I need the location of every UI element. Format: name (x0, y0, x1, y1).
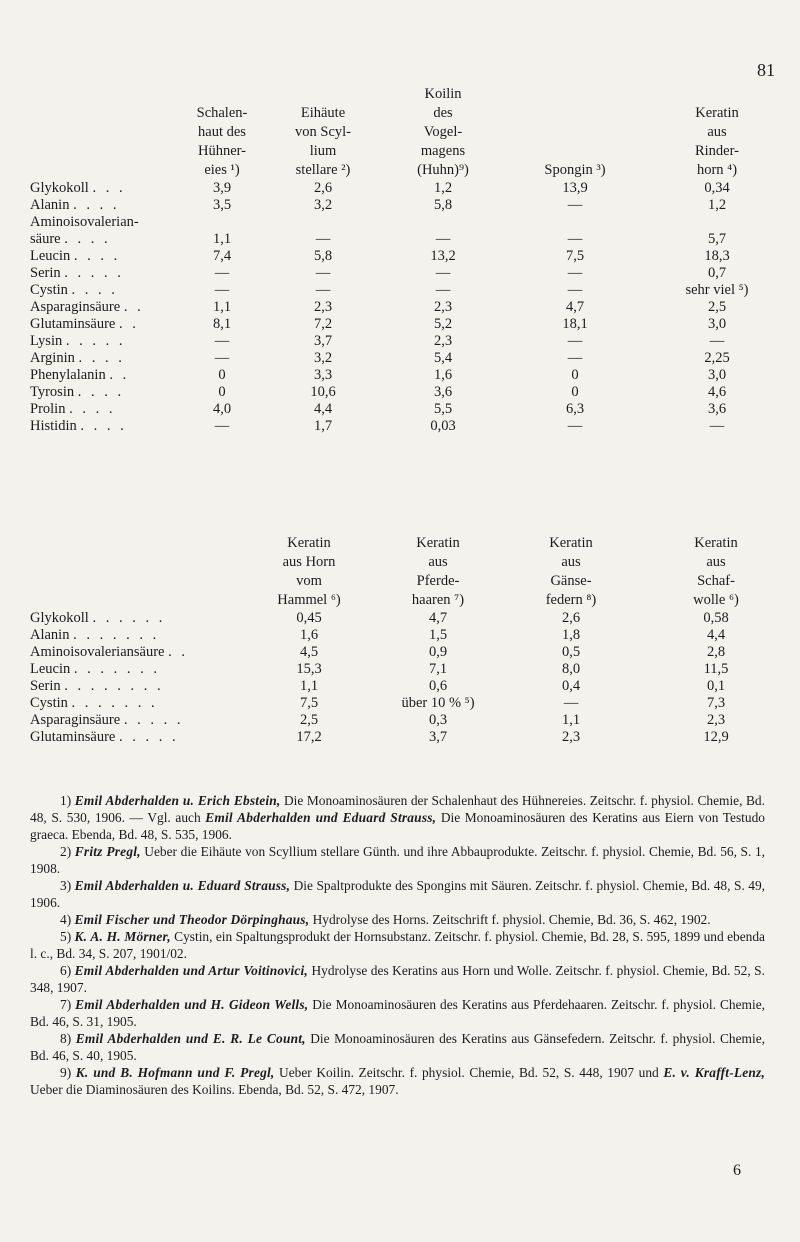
footnote (30, 1030, 765, 1064)
amino-acid-table-1 (30, 10, 792, 435)
table-row (30, 180, 792, 197)
value-cell: 0,3 (428, 712, 448, 728)
amino-acid-cell (30, 248, 176, 265)
value-cell: 17,2 (296, 729, 322, 745)
table-row (30, 401, 792, 418)
value-cell: — (214, 418, 230, 434)
footnote-number: 1) (60, 793, 72, 808)
amino-acid-cell (30, 180, 176, 197)
footnote (30, 792, 765, 843)
amino-acid-name: Glutaminsäure (30, 729, 116, 745)
amino-acid-cell (30, 367, 176, 384)
amino-acid-name: Asparaginsäure (30, 712, 121, 728)
leader-dots: . . (109, 367, 130, 383)
value-cell: 5,8 (433, 197, 453, 213)
footnote (30, 877, 765, 911)
value-cell: 1,2 (707, 197, 727, 213)
table-row (30, 231, 792, 248)
value-cell: — (567, 333, 583, 349)
value-cell: 2,3 (433, 299, 453, 315)
amino-acid-name: Glykokoll (30, 610, 89, 626)
footnote-text: Ueber die Eihäute von Scyllium stellare Günth. und ihre Abbauprodukte. Zeitschr. f. physiol. Chemie, Bd. 56, S. 1, 1908. (30, 844, 765, 876)
column-header-blank (30, 530, 244, 610)
footnote-number: 8) (60, 1031, 72, 1046)
table-row (30, 418, 792, 435)
table-row (30, 265, 792, 282)
value-cell: — (709, 418, 725, 434)
value-cell: 4,6 (707, 384, 727, 400)
value-cell: — (315, 265, 331, 281)
table-row (30, 712, 792, 729)
column-header: Keratin aus Schaf- wolle ⁶) (693, 535, 739, 608)
value-cell: — (709, 333, 725, 349)
leader-dots: . . . . . (119, 729, 179, 745)
footnote-authors: Emil Abderhalden und Artur Voitinovici, (74, 963, 308, 978)
footnote (30, 911, 765, 928)
footnote-number: 4) (60, 912, 72, 927)
table-row (30, 384, 792, 401)
value-cell: 5,5 (433, 401, 453, 417)
footnote-authors: Emil Abderhalden u. Erich Ebstein, (74, 793, 281, 808)
value-cell: 2,3 (706, 712, 726, 728)
value-cell: — (214, 282, 230, 298)
leader-dots: . . . . . . . (73, 661, 161, 677)
footnote-number: 6) (60, 963, 72, 978)
table-row (30, 729, 792, 746)
value-cell: 7,5 (299, 695, 319, 711)
value-cell: 2,25 (704, 350, 730, 366)
value-cell: 0 (571, 384, 579, 400)
leader-dots: . . . . (80, 418, 127, 434)
column-header: Koilin des Vogel- magens (Huhn)⁹) (417, 86, 469, 178)
value-cell: — (214, 333, 230, 349)
value-cell: 3,7 (428, 729, 448, 745)
value-cell: 1,6 (299, 627, 319, 643)
footnote-text: Cystin, ein Spaltungsprodukt der Hornsubstanz. Zeitschr. f. physiol. Chemie, Bd. 28, S. 595, 1899 und ebenda l. c., Bd. 34, S. 207, 1901/02. (30, 929, 765, 961)
value-cell: — (315, 231, 331, 247)
amino-acid-cell (30, 214, 176, 231)
value-cell: 4,4 (313, 401, 333, 417)
value-cell: — (563, 695, 579, 711)
value-cell: 4,0 (212, 401, 232, 417)
leader-dots: . . . . . (64, 265, 124, 281)
table-row (30, 367, 792, 384)
value-cell: — (315, 282, 331, 298)
value-cell: 1,2 (433, 180, 453, 196)
amino-acid-name: Aminoisovaleriansäure (30, 644, 165, 660)
footnote (30, 996, 765, 1030)
amino-acid-cell (30, 231, 176, 248)
value-cell: 6,3 (565, 401, 585, 417)
value-cell: 2,6 (313, 180, 333, 196)
footnote-text: Die Monoaminosäuren der Schalenhaut des Hühnereies. Zeitschr. f. physiol. Chemie, Bd. 48, S. 530, 1906. — Vgl. auch (30, 793, 765, 825)
column-header-blank (30, 10, 176, 180)
amino-acid-cell (30, 197, 176, 214)
value-cell: über 10 % ⁵) (401, 695, 475, 711)
value-cell (268, 214, 378, 231)
value-cell: 5,7 (707, 231, 727, 247)
table-row (30, 333, 792, 350)
value-cell: 4,4 (706, 627, 726, 643)
value-cell: 13,2 (430, 248, 456, 264)
leader-dots: . . . . . . (92, 610, 166, 626)
value-cell: 0,4 (561, 678, 581, 694)
table-row (30, 678, 792, 695)
value-cell: — (567, 418, 583, 434)
value-cell: 3,0 (707, 316, 727, 332)
value-cell: 4,7 (565, 299, 585, 315)
value-cell (642, 214, 792, 231)
amino-acid-name: Serin (30, 678, 61, 694)
value-cell: 0,03 (430, 418, 456, 434)
value-cell: 2,3 (313, 299, 333, 315)
table-row (30, 197, 792, 214)
amino-acid-table-2 (30, 530, 792, 746)
amino-acid-cell (30, 678, 244, 695)
value-cell: — (567, 282, 583, 298)
value-cell (508, 214, 642, 231)
leader-dots: . . . . (78, 350, 125, 366)
value-cell: 0,58 (703, 610, 729, 626)
value-cell: 3,2 (313, 197, 333, 213)
footnote-authors: Emil Abderhalden und E. R. Le Count, (75, 1031, 306, 1046)
amino-acid-cell (30, 384, 176, 401)
footnote-authors: Fritz Pregl, (74, 844, 141, 859)
amino-acid-name: Histidin (30, 418, 77, 434)
amino-acid-cell (30, 729, 244, 746)
value-cell: 0 (218, 384, 226, 400)
value-cell: 3,0 (707, 367, 727, 383)
amino-acid-name: Leucin (30, 661, 71, 677)
leader-dots: . . . . (69, 401, 116, 417)
amino-acid-name: Aminoisovalerian- (30, 214, 139, 230)
value-cell: 15,3 (296, 661, 322, 677)
footnote-text: Die Spaltprodukte des Spongins mit Säuren. Zeitschr. f. physiol. Chemie, Bd. 48, S. 49, 1906. (30, 878, 765, 910)
table-row (30, 248, 792, 265)
value-cell: 7,1 (428, 661, 448, 677)
value-cell: 12,9 (703, 729, 729, 745)
table-row (30, 610, 792, 627)
footnote-number: 7) (60, 997, 72, 1012)
leader-dots: . . . . . . . (71, 695, 158, 711)
table-body (30, 610, 792, 746)
amino-acid-name: Tyrosin (30, 384, 75, 400)
column-header: Keratin aus Horn vom Hammel ⁶) (277, 535, 341, 608)
leader-dots: . . . . . (65, 333, 126, 349)
value-cell: — (567, 350, 583, 366)
leader-dots: . . . . (64, 231, 111, 247)
value-cell: 5,8 (313, 248, 333, 264)
amino-acid-cell (30, 418, 176, 435)
leader-dots: . . . . (73, 248, 121, 264)
footnote-text: Hydrolyse des Horns. Zeitschrift f. physiol. Chemie, Bd. 36, S. 462, 1902. (309, 912, 711, 927)
footnote-authors: K. und B. Hofmann und F. Pregl, (75, 1065, 275, 1080)
value-cell: — (435, 265, 451, 281)
footnote (30, 843, 765, 877)
amino-acid-cell (30, 644, 244, 661)
column-header: Eihäute von Scyl- lium stellare ²) (295, 105, 351, 178)
amino-acid-cell (30, 695, 244, 712)
leader-dots: . . (119, 316, 139, 332)
footnote (30, 1064, 765, 1098)
value-cell: 1,1 (561, 712, 581, 728)
amino-acid-name: Phenylalanin (30, 367, 106, 383)
footnote-authors: Emil Abderhalden und H. Gideon Wells, (75, 997, 309, 1012)
footnote (30, 962, 765, 996)
value-cell: 0,45 (296, 610, 322, 626)
value-cell: 3,5 (212, 197, 232, 213)
leader-dots: . . . . (77, 384, 125, 400)
value-cell: 0 (571, 367, 579, 383)
value-cell: 7,5 (565, 248, 585, 264)
leader-dots: . . . . . (123, 712, 184, 728)
value-cell: 4,7 (428, 610, 448, 626)
value-cell: 7,4 (212, 248, 232, 264)
amino-acid-cell (30, 661, 244, 678)
value-cell: 1,6 (433, 367, 453, 383)
sheet-signature-mark: 6 (733, 1162, 741, 1179)
leader-dots: . . . . . . . . (64, 678, 164, 694)
amino-acid-name: Prolin (30, 401, 66, 417)
table-row (30, 214, 792, 231)
table-body (30, 180, 792, 435)
table-header-row (30, 530, 792, 610)
footnote-number: 5) (60, 929, 72, 944)
value-cell: 1,1 (212, 231, 232, 247)
column-header: Keratin aus Gänse- federn ⁸) (545, 535, 597, 608)
value-cell: — (214, 265, 230, 281)
value-cell: 1,5 (428, 627, 448, 643)
value-cell: 3,6 (433, 384, 453, 400)
value-cell: — (435, 282, 451, 298)
value-cell: 2,8 (706, 644, 726, 660)
leader-dots: . . (168, 644, 188, 660)
value-cell: 0,34 (704, 180, 730, 196)
footnote-text: Ueber die Diaminosäuren des Koilins. Ebenda, Bd. 52, S. 472, 1907. (30, 1082, 399, 1097)
column-header: Spongin ³) (544, 162, 606, 178)
value-cell: 5,2 (433, 316, 453, 332)
value-cell: 0,5 (561, 644, 581, 660)
footnote-authors: K. A. H. Mörner, (74, 929, 171, 944)
amino-acid-cell (30, 627, 244, 644)
value-cell: 0,1 (706, 678, 726, 694)
amino-acid-cell (30, 265, 176, 282)
value-cell: — (567, 265, 583, 281)
amino-acid-cell (30, 333, 176, 350)
footnote-text: Die Monoaminosäuren des Keratins aus Gänsefedern. Zeitschr. f. physiol. Chemie, Bd. 46, S. 40, 1905. (30, 1031, 765, 1063)
footnote-text: Hydrolyse des Keratins aus Horn und Wolle. Zeitschr. f. physiol. Chemie, Bd. 52, S. 348, 1907. (30, 963, 765, 995)
value-cell: 0,9 (428, 644, 448, 660)
amino-acid-cell (30, 282, 176, 299)
value-cell (176, 214, 268, 231)
value-cell: 8,0 (561, 661, 581, 677)
value-cell: — (435, 231, 451, 247)
table-row (30, 282, 792, 299)
amino-acid-cell (30, 350, 176, 367)
footnote-authors: Emil Fischer und Theodor Dörpinghaus, (74, 912, 310, 927)
value-cell: — (567, 197, 583, 213)
amino-acid-name: säure (30, 231, 61, 247)
value-cell: 2,3 (433, 333, 453, 349)
value-cell: 2,3 (561, 729, 581, 745)
amino-acid-cell (30, 316, 176, 333)
value-cell: 0 (218, 367, 226, 383)
footnote-text: Die Monoaminosäuren des Keratins aus Eiern von Testudo graeca. Ebenda, Bd. 48, S. 535, 1906. (30, 810, 765, 842)
amino-acid-name: Glutaminsäure (30, 316, 116, 332)
amino-acid-cell (30, 610, 244, 627)
value-cell: 18,3 (704, 248, 730, 264)
value-cell: 0,7 (707, 265, 727, 281)
page-number: 81 (757, 60, 775, 80)
value-cell: 13,9 (562, 180, 588, 196)
amino-acid-name: Glykokoll (30, 180, 89, 196)
amino-acid-name: Alanin (30, 627, 70, 643)
value-cell: 2,5 (707, 299, 727, 315)
footnote-text: Die Monoaminosäuren des Keratins aus Pferdehaaren. Zeitschr. f. physiol. Chemie, Bd. 46, S. 31, 1905. (30, 997, 765, 1029)
value-cell: 3,9 (212, 180, 232, 196)
table-header-row (30, 10, 792, 180)
footnote-number: 9) (60, 1065, 72, 1080)
value-cell: 8,1 (212, 316, 232, 332)
footnote (30, 928, 765, 962)
table-row (30, 299, 792, 316)
amino-acid-name: Leucin (30, 248, 71, 264)
value-cell: 1,7 (313, 418, 333, 434)
amino-acid-name: Cystin (30, 695, 68, 711)
table-row (30, 661, 792, 678)
value-cell: 4,5 (299, 644, 319, 660)
table-row (30, 316, 792, 333)
value-cell: 1,1 (299, 678, 319, 694)
leader-dots: . . (123, 299, 144, 315)
value-cell: 7,2 (313, 316, 333, 332)
leader-dots: . . . . (71, 282, 118, 298)
footnote-authors: Emil Abderhalden und Eduard Strauss, (205, 810, 437, 825)
amino-acid-name: Arginin (30, 350, 75, 366)
amino-acid-cell (30, 299, 176, 316)
value-cell: 2,6 (561, 610, 581, 626)
column-header: Keratin aus Rinder- horn ⁴) (694, 105, 739, 178)
amino-acid-name: Alanin (30, 197, 70, 213)
value-cell: — (567, 231, 583, 247)
value-cell: — (214, 350, 230, 366)
value-cell: 5,4 (433, 350, 453, 366)
footnote-number: 3) (60, 878, 72, 893)
value-cell (378, 214, 508, 231)
amino-acid-cell (30, 712, 244, 729)
amino-acid-name: Cystin (30, 282, 68, 298)
footnotes (30, 792, 765, 1098)
value-cell: 3,7 (313, 333, 333, 349)
value-cell: sehr viel ⁵) (685, 282, 749, 298)
value-cell: 1,8 (561, 627, 581, 643)
leader-dots: . . . (92, 180, 126, 196)
value-cell: 18,1 (562, 316, 588, 332)
footnote-authors: E. v. Krafft-Lenz, (663, 1065, 765, 1080)
amino-acid-name: Serin (30, 265, 61, 281)
column-header: Schalen- haut des Hühner- eies ¹) (196, 105, 248, 178)
footnote-number: 2) (60, 844, 72, 859)
value-cell: 2,5 (299, 712, 319, 728)
table-row (30, 644, 792, 661)
footnote-text: Ueber Koilin. Zeitschr. f. physiol. Chemie, Bd. 52, S. 448, 1907 und (274, 1065, 664, 1080)
value-cell: 10,6 (310, 384, 336, 400)
leader-dots: . . . . (73, 197, 120, 213)
column-header: Keratin aus Pferde- haaren ⁷) (411, 535, 465, 608)
value-cell: 0,6 (428, 678, 448, 694)
leader-dots: . . . . . . . (73, 627, 160, 643)
value-cell: 3,6 (707, 401, 727, 417)
value-cell: 3,3 (313, 367, 333, 383)
value-cell: 11,5 (703, 661, 729, 677)
value-cell: 7,3 (706, 695, 726, 711)
amino-acid-name: Lysin (30, 333, 63, 349)
value-cell: 3,2 (313, 350, 333, 366)
table-row (30, 695, 792, 712)
amino-acid-name: Asparaginsäure (30, 299, 121, 315)
amino-acid-cell (30, 401, 176, 418)
table-row (30, 627, 792, 644)
table-row (30, 350, 792, 367)
value-cell: 1,1 (212, 299, 232, 315)
footnote-authors: Emil Abderhalden u. Eduard Strauss, (74, 878, 291, 893)
